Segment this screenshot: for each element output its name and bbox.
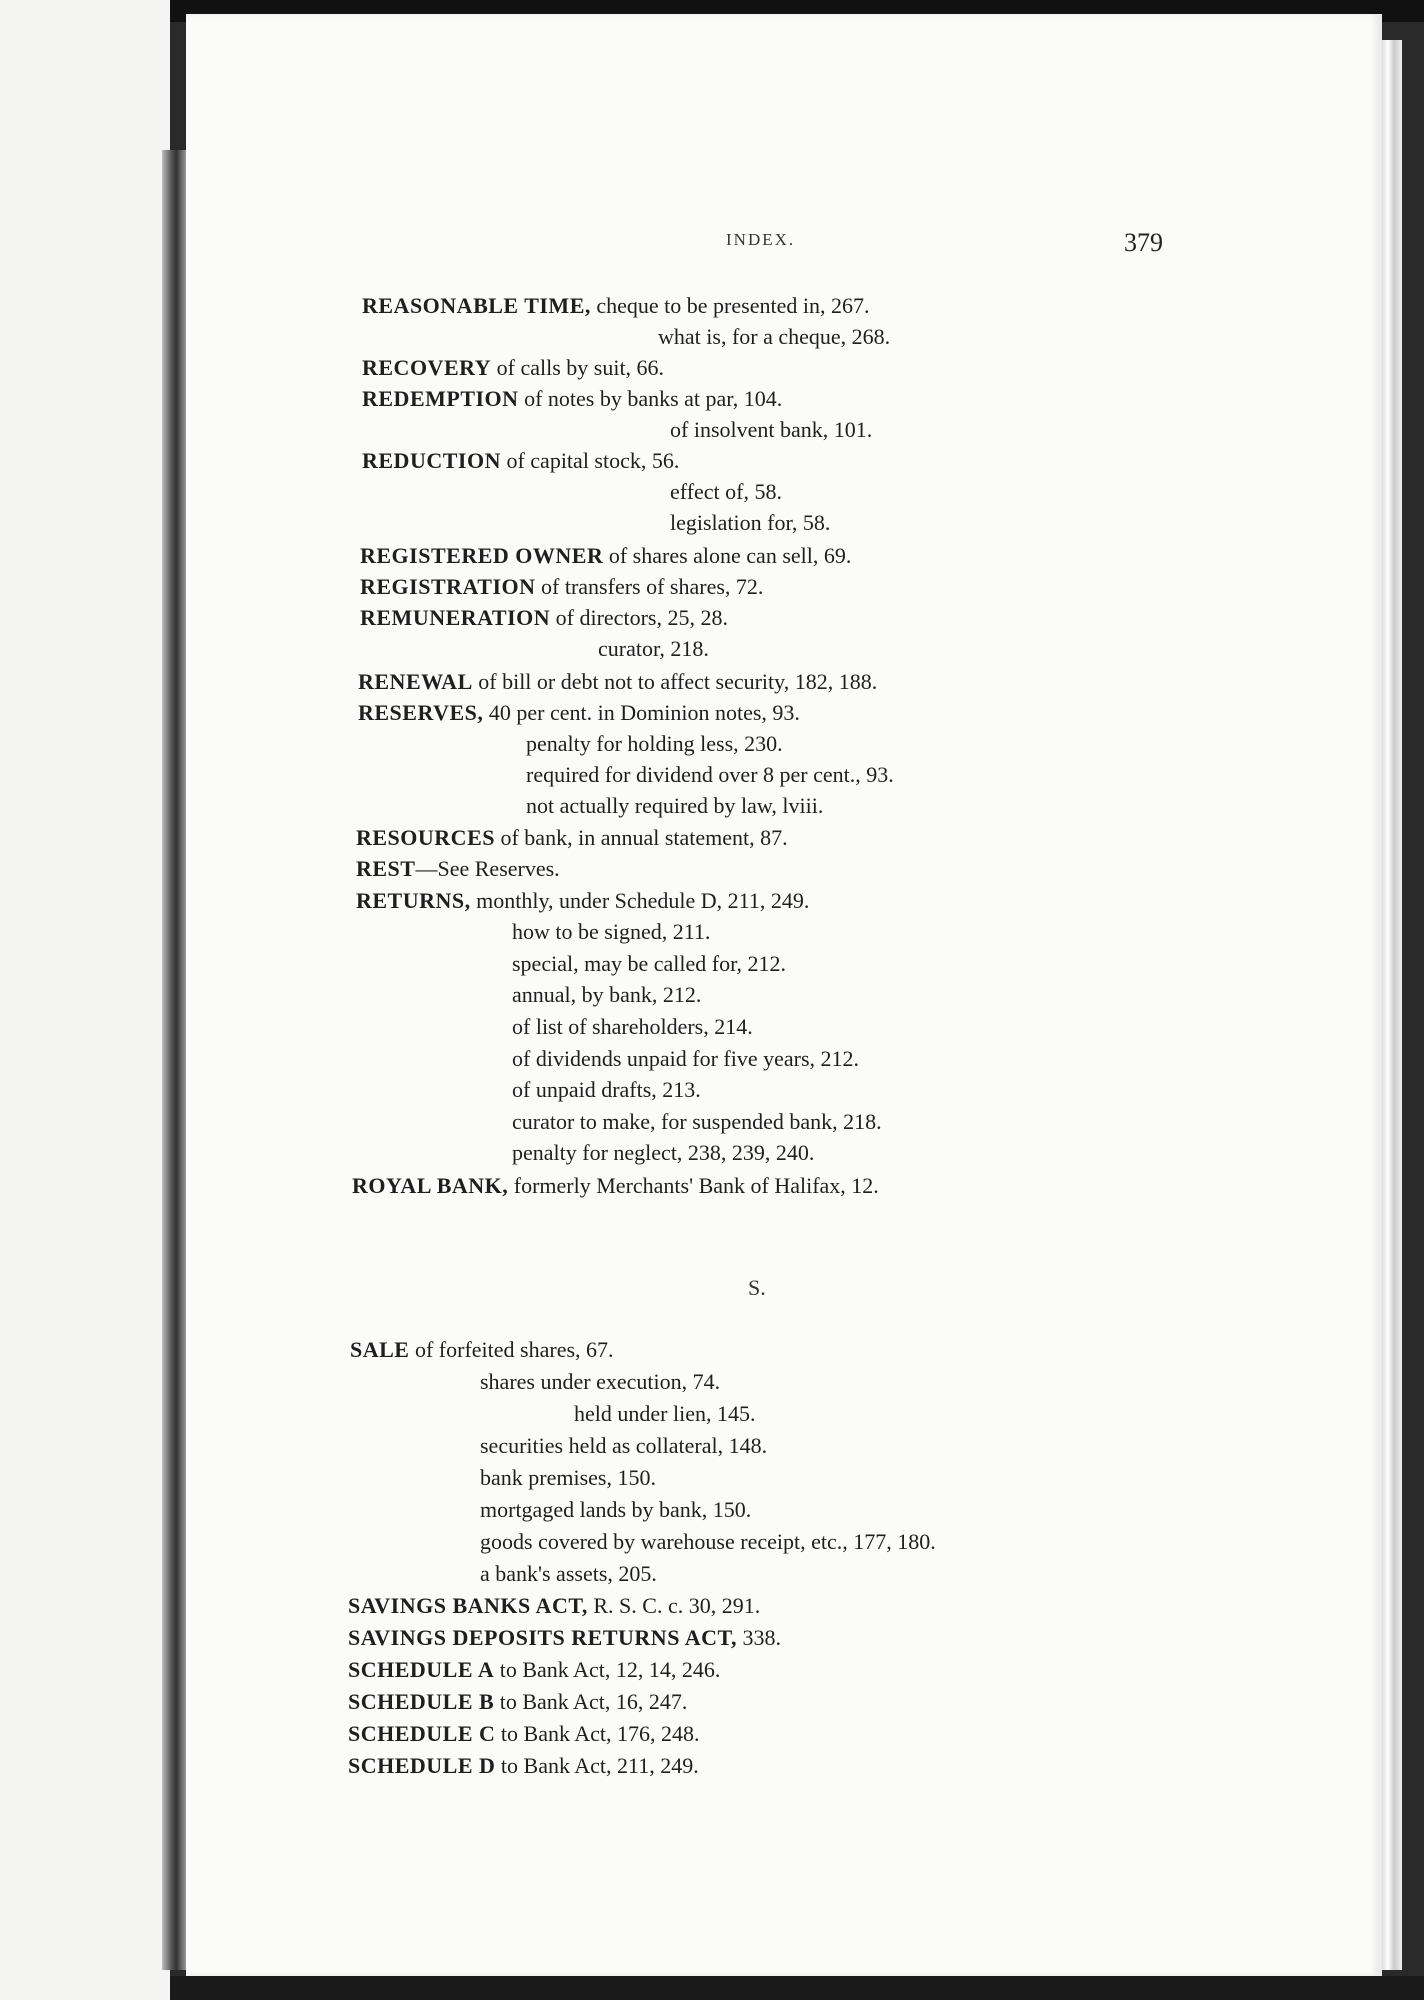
entry-text: of capital stock, 56. <box>500 448 680 473</box>
index-entry <box>348 1718 700 1749</box>
entry-text: legislation for, 58. <box>670 510 831 535</box>
entry-head: REASONABLE TIME, <box>362 293 591 318</box>
index-entry <box>360 571 763 602</box>
entry-text: to Bank Act, 12, 14, 246. <box>494 1657 721 1682</box>
entry-head: RECOVERY <box>362 355 492 380</box>
entry-head: REST <box>356 856 416 881</box>
entry-text: 40 per cent. in Dominion notes, 93. <box>483 700 800 725</box>
entry-text: to Bank Act, 16, 247. <box>494 1689 688 1714</box>
index-subentry <box>480 1462 656 1493</box>
entry-text: to Bank Act, 176, 248. <box>495 1721 700 1746</box>
entry-text: of bill or debt not to affect security, 182, 188. <box>472 669 878 694</box>
index-entry <box>362 352 664 383</box>
entry-text: penalty for holding less, 230. <box>526 731 783 756</box>
index-entry <box>348 1686 687 1717</box>
index-entry <box>350 1334 614 1365</box>
entry-text: shares under execution, 74. <box>480 1369 721 1394</box>
index-subentry <box>526 728 783 759</box>
index-entry <box>348 1750 699 1781</box>
index-entry <box>356 885 809 916</box>
entry-head: REDEMPTION <box>362 386 519 411</box>
index-entry <box>356 853 560 884</box>
index-subentry <box>512 1074 701 1105</box>
entry-text: —See Reserves. <box>415 856 560 881</box>
entry-text: how to be signed, 211. <box>512 919 711 944</box>
index-subentry <box>512 916 710 947</box>
index-subentry <box>512 1137 814 1168</box>
entry-head: SALE <box>350 1337 410 1362</box>
entry-text: of directors, 25, 28. <box>550 605 728 630</box>
entry-text: special, may be called for, 212. <box>512 951 787 976</box>
index-entry <box>362 290 869 321</box>
entry-head: SCHEDULE D <box>348 1753 496 1778</box>
entry-text: of insolvent bank, 101. <box>670 417 873 442</box>
index-subentry <box>480 1558 657 1589</box>
index-subentry <box>512 1011 753 1042</box>
entry-text: effect of, 58. <box>670 479 782 504</box>
index-entry <box>358 697 800 728</box>
index-subentry <box>480 1430 767 1461</box>
index-subentry <box>526 790 823 821</box>
index-subentry <box>512 979 701 1010</box>
entry-text: 338. <box>737 1625 782 1650</box>
entry-text: a bank's assets, 205. <box>480 1561 657 1586</box>
entry-text: held under lien, 145. <box>574 1401 756 1426</box>
entry-text: monthly, under Schedule D, 211, 249. <box>470 888 810 913</box>
entry-text: R. S. C. c. 30, 291. <box>587 1593 761 1618</box>
index-subentry <box>512 1106 882 1137</box>
entry-text: annual, by bank, 212. <box>512 982 702 1007</box>
entry-head: SCHEDULE C <box>348 1721 496 1746</box>
index-entry <box>358 666 877 697</box>
entry-text: not actually required by law, lviii. <box>526 793 824 818</box>
entry-text: formerly Merchants' Bank of Halifax, 12. <box>508 1173 879 1198</box>
entry-text: of dividends unpaid for five years, 212. <box>512 1046 860 1071</box>
entry-text: of forfeited shares, 67. <box>409 1337 614 1362</box>
index-entry <box>352 1170 879 1201</box>
entry-head: REMUNERATION <box>360 605 551 630</box>
index-subentry <box>658 321 890 352</box>
section-letter: S. <box>748 1275 766 1300</box>
index-subentry <box>512 1043 859 1074</box>
index-subentry <box>670 414 872 445</box>
entry-head: RENEWAL <box>358 669 473 694</box>
index-entry <box>360 540 851 571</box>
entry-head: SCHEDULE A <box>348 1657 495 1682</box>
entry-text: required for dividend over 8 per cent., 93. <box>526 762 894 787</box>
entry-head: ROYAL BANK, <box>352 1173 509 1198</box>
entry-text: curator, 218. <box>598 636 709 661</box>
entry-head: SAVINGS BANKS ACT, <box>348 1593 588 1618</box>
entry-text: penalty for neglect, 238, 239, 240. <box>512 1140 815 1165</box>
entry-head: REGISTERED OWNER <box>360 543 604 568</box>
index-subentry <box>670 476 782 507</box>
entry-text: of list of shareholders, 214. <box>512 1014 753 1039</box>
index-subentry <box>480 1366 720 1397</box>
page-number: 379 <box>1124 228 1163 257</box>
entry-text: of unpaid drafts, 213. <box>512 1077 701 1102</box>
index-subentry <box>574 1398 755 1429</box>
index-subentry <box>526 759 894 790</box>
entry-text: of bank, in annual statement, 87. <box>494 825 788 850</box>
index-entry <box>362 383 782 414</box>
entry-text: cheque to be presented in, 267. <box>590 293 870 318</box>
index-entry <box>362 445 679 476</box>
entry-head: RETURNS, <box>356 888 471 913</box>
index-entry <box>356 822 788 853</box>
entry-text: securities held as collateral, 148. <box>480 1433 768 1458</box>
index-subentry <box>480 1526 936 1557</box>
entry-head: SCHEDULE B <box>348 1689 495 1714</box>
entry-text: bank premises, 150. <box>480 1465 656 1490</box>
index-entry <box>348 1622 781 1653</box>
entry-head: REDUCTION <box>362 448 501 473</box>
entry-text: of calls by suit, 66. <box>491 355 665 380</box>
entry-head: REGISTRATION <box>360 574 536 599</box>
entry-head: SAVINGS DEPOSITS RETURNS ACT, <box>348 1625 738 1650</box>
index-subentry <box>480 1494 751 1525</box>
index-subentry <box>512 948 786 979</box>
running-head: INDEX. <box>726 230 796 249</box>
entry-text: of transfers of shares, 72. <box>535 574 764 599</box>
index-subentry <box>670 507 830 538</box>
entry-head: RESOURCES <box>356 825 495 850</box>
index-entry <box>360 602 728 633</box>
entry-text: curator to make, for suspended bank, 218. <box>512 1109 882 1134</box>
entry-text: mortgaged lands by bank, 150. <box>480 1497 752 1522</box>
entry-text: to Bank Act, 211, 249. <box>495 1753 699 1778</box>
entry-text: of notes by banks at par, 104. <box>518 386 783 411</box>
entry-text: of shares alone can sell, 69. <box>603 543 852 568</box>
index-entry <box>348 1590 760 1621</box>
entry-head: RESERVES, <box>358 700 484 725</box>
index-entry <box>348 1654 720 1685</box>
entry-text: goods covered by warehouse receipt, etc., 177, 180. <box>480 1529 936 1554</box>
entry-text: what is, for a cheque, 268. <box>658 324 891 349</box>
index-subentry <box>598 633 709 664</box>
